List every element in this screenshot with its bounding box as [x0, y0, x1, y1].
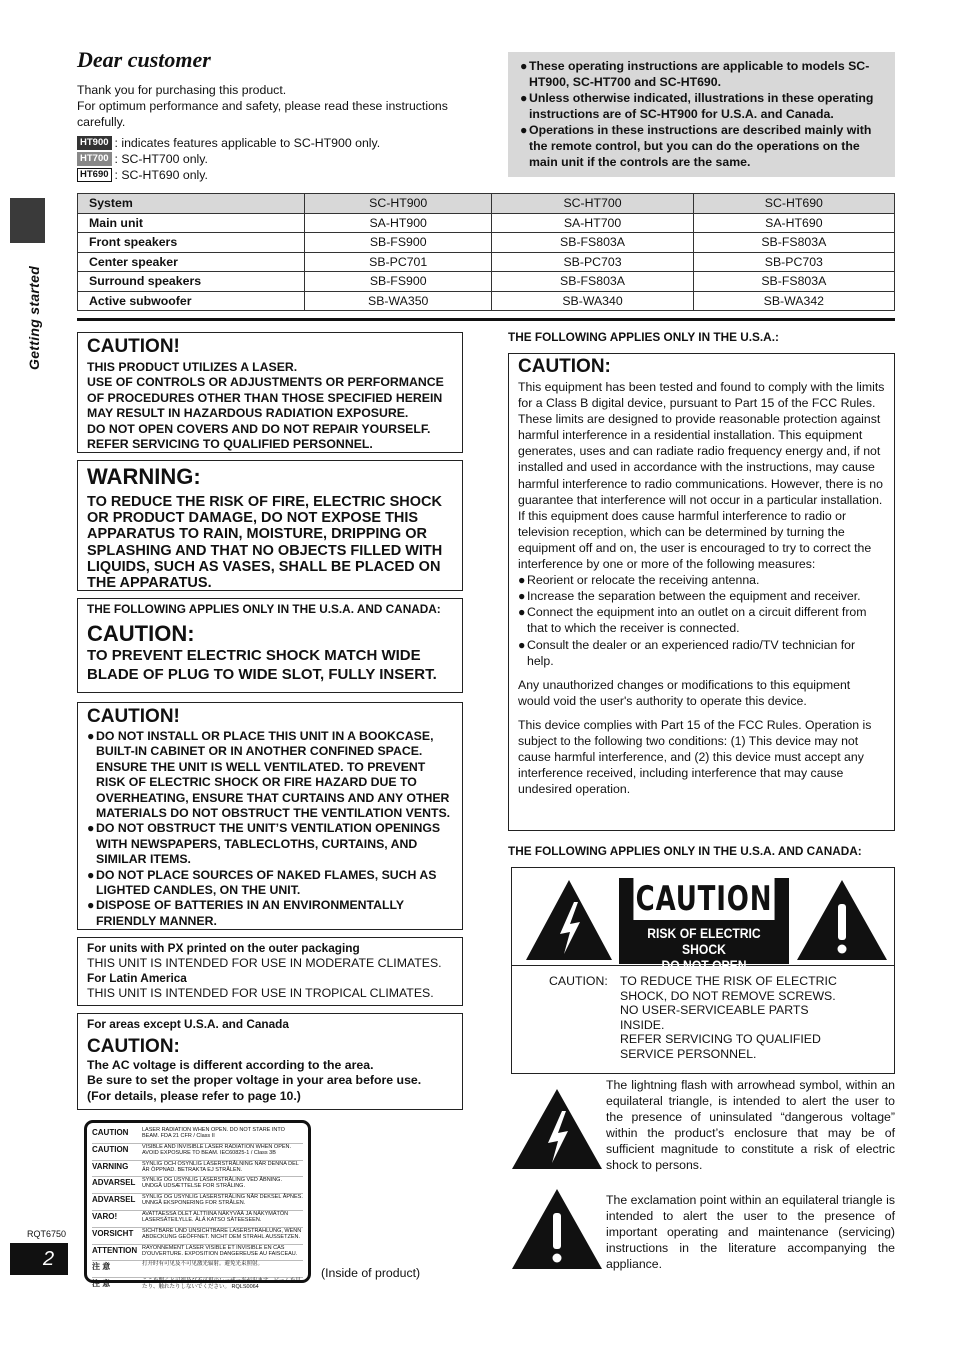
table-row [78, 252, 895, 272]
list-item: ● Reorient or relocate the receiving antenna. [518, 573, 760, 588]
section-tab-marker [10, 198, 45, 243]
warning-box [77, 460, 463, 591]
shock-caution-panel [511, 867, 895, 1074]
laser-caution-box [77, 332, 463, 453]
row-header: Front speakers [78, 233, 305, 253]
model-legend [77, 135, 380, 183]
table-cell: SB-FS803A [693, 233, 894, 253]
box-text: TO PREVENT ELECTRIC SHOCK MATCH WIDE BLADE OF PLUG TO WIDE SLOT, FULLY INSERT. [87, 647, 437, 683]
label-row: ADVARSEL SYNLIG OG USYNLIG LASERSTRÅLING NÅR DEKSEL ÅPNES. UNNGÅ EKSPONERING FOR STRÅLEN. [92, 1194, 303, 1211]
table-cell: SB-FS803A [492, 233, 693, 253]
label-row: 注 意 打开时有可见及不可见激光辐射。避免光束照射。 [92, 1261, 303, 1278]
table-row [78, 272, 895, 292]
caution-sign-title: CAUTION [633, 878, 774, 920]
intro-line: Thank you for purchasing this product. [77, 83, 287, 97]
voltage-caution-box [77, 1013, 463, 1110]
model-tag: HT690 [77, 168, 112, 182]
legend-row [77, 135, 380, 151]
box-title: CAUTION: [87, 621, 195, 646]
list-item: ● Consult the dealer or an experienced radio/TV technician for help. [518, 637, 856, 668]
table-cell: SA-HT700 [492, 213, 693, 233]
label-row: ADVARSEL SYNLIG OG USYNLIG LASERSTRÅLING VED ÅBNING. UNDGÅ UDSÆTTELSE FOR STRÅLING. [92, 1177, 303, 1194]
box-text: TO REDUCE THE RISK OF FIRE, ELECTRIC SHOCK OR PRODUCT DAMAGE, DO NOT EXPOSE THIS APPARATUS TO RAIN, MOISTURE, DRIPPING OR SPLASHING AND THAT NO OBJECTS FILLED WITH LIQUIDS, SUCH AS VASES, SHALL BE PLACED ON THE APPARATUS. [87, 494, 443, 592]
table-cell: SB-PC701 [305, 252, 492, 272]
laser-warning-label [84, 1120, 311, 1291]
caution-sign-text: RISK OF ELECTRIC SHOCK [647, 926, 761, 957]
table-row [78, 291, 895, 311]
box-heading: For areas except U.S.A. and Canada [87, 1017, 289, 1031]
label-row: ATTENTION RAYONNEMENT LASER VISIBLE ET INVISIBLE EN CAS D'OUVERTURE. EXPOSITION DANGEREUSE AU FAISCEAU. [92, 1245, 303, 1262]
legend-text: : indicates features applicable to SC-HT900 only. [114, 136, 381, 150]
legend-row [77, 151, 380, 167]
section-tab [8, 250, 58, 380]
row-header: System [78, 194, 305, 214]
table-cell: SB-PC703 [492, 252, 693, 272]
box-text: THIS PRODUCT UTILIZES A LASER. USE OF CONTROLS OR ADJUSTMENTS OR PERFORMANCE OF PROCEDURES OTHER THAN THOSE SPECIFIED HEREIN MAY RESULT IN HAZARDOUS RADIATION EXPOSURE. DO NOT OPEN COVERS AND DO NOT REPAIR YOURSELF. REFER SERVICING TO QUALIFIED PERSONNEL. [87, 360, 444, 452]
box-title: WARNING: [87, 464, 201, 489]
label-row: VARO! AVATTAESSA OLET ALTTIINA NÄKYVÄÄ JA NÄKYMÄTÖN LASERSÄTEILYLLE. ÄLÄ KATSO SÄTEESEEN. [92, 1211, 303, 1228]
box-title: CAUTION! [87, 336, 180, 357]
list-item: ● Connect the equipment into an outlet on a circuit different from that to which the receiver is connected. [518, 605, 867, 636]
table-row [78, 194, 895, 214]
models-table [77, 193, 895, 311]
page-title: Dear customer [77, 47, 211, 72]
lightning-symbol-text: The lightning flash with arrowhead symbol, within an equilateral triangle, is intended to alert the user to the presence of uninsulated “dangerous voltage” within the product’s enclosure that may be of sufficient magnitude to constitute a risk of electric shock to persons. [606, 1078, 895, 1173]
fcc-text: This equipment has been tested and found to comply with the limits for a Class B digital device, pursuant to Part 15 of the FCC Rules. These limits are designed to provide reasonable protection against harmful interference in a residential installation. This equipment generates, uses and can radiate radio frequency energy and, if not installed and used in accordance with the instructions, may cause harmful interference to radio communications. However, there is no guarantee that interference will not occur in a particular installation. If this equipment does cause harmful interference to radio or television reception, which can be determined by turning the equipment off and on, the user is encouraged to try to correct the interference by one or more of the following measures: ● Reorient or relocate the receiving antenna. ● Increase the separation between the equipment and receiver. ● Connect the equipment into an outlet on a circuit different from that to which the receiver is connected. ● Consult the dealer or an experienced radio/TV technician for help. Any unauthorized changes or modifications to this equipment would void the user's authority to operate this device. This device complies with Part 15 of the FCC Rules. Operation is subject to the following two conditions: (1) This device may not cause harmful interference, and (2) this device must accept any interference received, including interference that may cause undesired operation. [518, 380, 885, 797]
row-header: Surround speakers [78, 272, 305, 292]
box-heading: THE FOLLOWING APPLIES ONLY IN THE U.S.A. AND CANADA: [87, 602, 441, 616]
table-cell: SB-FS803A [492, 272, 693, 292]
table-cell: SA-HT900 [305, 213, 492, 233]
table-row [78, 213, 895, 233]
section-divider [77, 318, 895, 321]
box-list [87, 729, 453, 929]
note-item: ● Unless otherwise indicated, illustrations in these operating instructions are of SC-HT900 for U.S.A. and Canada. [520, 91, 874, 121]
legend-row [77, 167, 380, 183]
note-item: ● Operations in these instructions are described mainly with the remote control, but you can do the operations on the main unit if the controls are the same. [520, 123, 872, 169]
caution-sign [619, 878, 789, 973]
label-row: CAUTION VISIBLE AND INVISIBLE LASER RADIATION WHEN OPEN. AVOID EXPOSURE TO BEAM. IEC60825-1 / Class 3B [92, 1144, 303, 1161]
table-cell: SC-HT700 [492, 194, 693, 214]
box-title: CAUTION: [518, 356, 611, 377]
table-cell: SB-WA350 [305, 291, 492, 311]
box-heading: For Latin America [87, 971, 187, 986]
list-item: ● DO NOT OBSTRUCT THE UNIT’S VENTILATION OPENINGS WITH NEWSPAPERS, TABLECLOTHS, CURTAINS, AND SIMILAR ITEMS. [87, 821, 441, 867]
exclamation-symbol-text: The exclamation point within an equilateral triangle is intended to alert the user to the presence of important operating and maintenance (servicing) instructions in the literature accompanying the appliance. [606, 1193, 895, 1272]
table-cell: SC-HT900 [305, 194, 492, 214]
table-cell: SA-HT690 [693, 213, 894, 233]
page-number: 2 [10, 1243, 68, 1275]
caution-sign-text: DO NOT OPEN [661, 958, 747, 973]
list-item: ● DISPOSE OF BATTERIES IN AN ENVIRONMENTALLY FRIENDLY MANNER. [87, 898, 404, 928]
box-text: THIS UNIT IS INTENDED FOR USE IN MODERATE CLIMATES. [87, 956, 442, 970]
panel-caution-text: CAUTION: TO REDUCE THE RISK OF ELECTRIC SHOCK, DO NOT REMOVE SCREWS. NO USER-SERVICEABLE PARTS INSIDE. REFER SERVICING TO QUALIFIED SERVICE PERSONNEL. [549, 974, 837, 1061]
section-tab-label: Getting started [26, 265, 42, 370]
model-tag: HT700 [77, 152, 112, 166]
install-caution-box [77, 702, 463, 930]
list-item: ● DO NOT PLACE SOURCES OF NAKED FLAMES, SUCH AS LIGHTED CANDLES, ON THE UNIT. [87, 867, 437, 898]
list-item: ● DO NOT INSTALL OR PLACE THIS UNIT IN A BOOKCASE, BUILT-IN CABINET OR IN ANOTHER CONFINED SPACE. ENSURE THE UNIT IS WELL VENTILATED. TO PREVENT RISK OF ELECTRIC SHOCK OR FIRE HAZARD DUE TO OVERHEATING, ENSURE THAT CURTAINS AND ANY OTHER MATERIALS DO NOT OBSTRUCT THE VENTILATION VENTS. [87, 729, 451, 821]
label-caption: (Inside of product) [321, 1266, 421, 1280]
table-cell: SB-WA340 [492, 291, 693, 311]
table-cell: SB-FS900 [305, 233, 492, 253]
intro-line: For optimum performance and safety, please read these instructions carefully. [77, 99, 448, 129]
usa-heading: THE FOLLOWING APPLIES ONLY IN THE U.S.A.: [508, 330, 779, 344]
exclamation-symbol-icon [510, 1187, 604, 1271]
list-item: ● Increase the separation between the equipment and receiver. [518, 589, 861, 604]
table-cell: SB-FS803A [693, 272, 894, 292]
box-heading: For units with PX printed on the outer packaging [87, 941, 360, 955]
label-row: 注 意 ここを開くと可視及び不可視のレーザー光が出ます。ビームを見たり、触れたりしないでください。 RQLS0064 [92, 1278, 301, 1291]
box-title: CAUTION! [87, 706, 180, 727]
lightning-symbol-icon [510, 1087, 604, 1171]
model-tag: HT900 [77, 136, 112, 150]
fcc-caution-box [508, 353, 895, 831]
box-text: The AC voltage is different according to the area. Be sure to set the proper voltage in your area before use. (For details, please refer to page 10.) [87, 1058, 422, 1103]
document-code: RQT6750 [27, 1229, 67, 1239]
legend-text: : SC-HT690 only. [114, 168, 208, 182]
lightning-warning-icon [524, 878, 614, 962]
label-row: VARNING SYNLIG OCH OSYNLIG LASERSTRÅLNING NÄR DENNA DEL ÄR ÖPPNAD. BETRAKTA EJ STRÅLEN. [92, 1161, 303, 1178]
usa-canada-heading: THE FOLLOWING APPLIES ONLY IN THE U.S.A. AND CANADA: [508, 844, 862, 858]
table-cell: SB-FS900 [305, 272, 492, 292]
row-header: Center speaker [78, 252, 305, 272]
climate-box [77, 937, 463, 1006]
box-title: CAUTION: [87, 1036, 180, 1057]
intro-text [77, 82, 487, 130]
note-item: ● These operating instructions are applicable to models SC-HT900, SC-HT700 and SC-HT690. [520, 59, 870, 89]
label-row: VORSICHT SICHTBARE UND UNSICHTBARE LASERSTRAHLUNG, WENN ABDECKUNG GEÖFFNET. NICHT DEM STRAHL AUSSETZEN. [92, 1228, 303, 1245]
instructions-notes [508, 52, 895, 177]
plug-caution-box [77, 598, 463, 693]
box-text: THIS UNIT IS INTENDED FOR USE IN TROPICAL CLIMATES. [87, 986, 434, 1001]
table-cell: SB-WA342 [693, 291, 894, 311]
legend-text: : SC-HT700 only. [114, 152, 208, 166]
table-cell: SB-PC703 [693, 252, 894, 272]
table-row [78, 233, 895, 253]
row-header: Active subwoofer [78, 291, 305, 311]
label-row: CAUTION LASER RADIATION WHEN OPEN. DO NOT STARE INTO BEAM. FDA 21 CFR / Class II [92, 1127, 303, 1144]
exclamation-warning-icon [795, 878, 889, 962]
table-cell: SC-HT690 [693, 194, 894, 214]
row-header: Main unit [78, 213, 305, 233]
